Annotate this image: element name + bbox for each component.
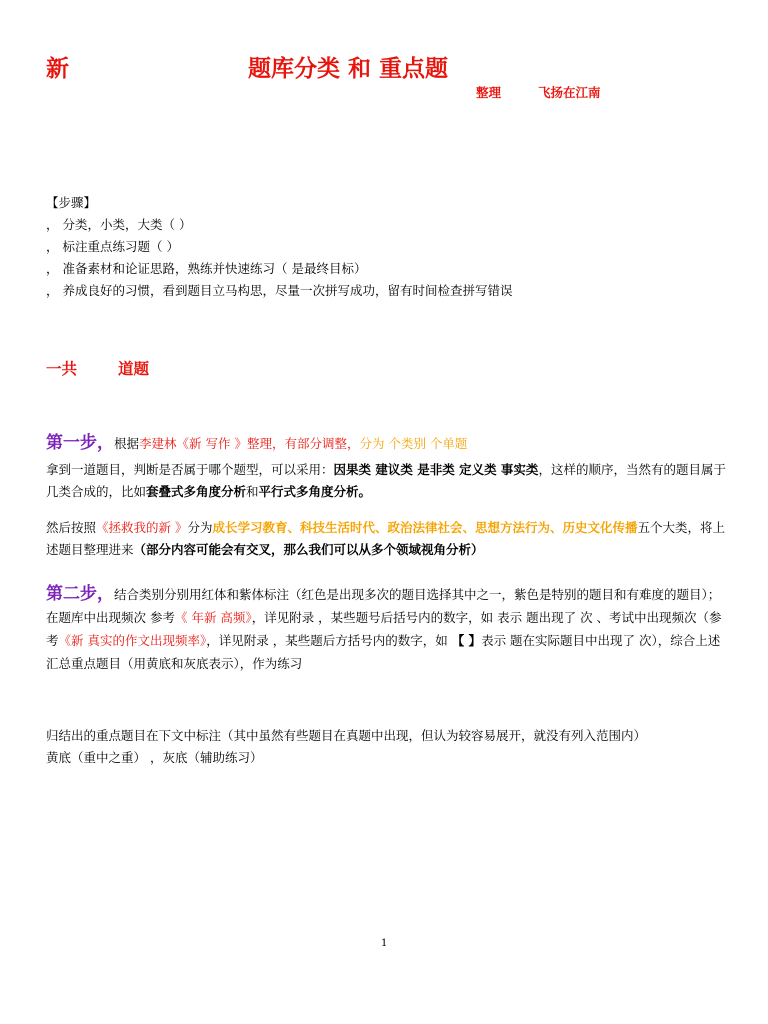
steps-item: ， 养成良好的习惯，看到题目立马构思，尽量一次拼写成功，留有时间检查拼写错误 (46, 283, 513, 298)
step1-text: 整理，有部分调整， (246, 436, 360, 451)
step1-note: （部分内容可能会有交叉，那么我们可以从多个领域视角分析） (133, 542, 484, 557)
summary-legend: 黄底（重中之重） ，灰底（辅助练习） (46, 750, 263, 765)
step1-p3-text: 分为 (187, 520, 213, 535)
step1-paragraph (46, 459, 726, 503)
steps-item: ， 标注重点练习题（ ） (46, 239, 179, 254)
steps-list (46, 192, 726, 302)
steps-item: ， 准备素材和论证思路，熟练并快速练习（ 是最终目标） (46, 261, 367, 276)
step1-intro (46, 430, 726, 457)
step1-nested-analysis: 套叠式多角度分析 (146, 484, 247, 499)
title-prefix: 新 (46, 56, 69, 82)
step1-parallel-analysis: 平行式多角度分析。 (258, 484, 372, 499)
step2-text: 结合类别分别用红体和紫体标注（红色是出现多次的题目选择其中之一，紫色是特别的题目和有难度的题目）；在题库中出现频次 参考 (46, 587, 721, 625)
page-number: 1 (381, 938, 388, 949)
total-count-label: 道题 (118, 360, 150, 378)
step2-bracket: 【 】 (451, 633, 482, 648)
step2-text: 表示 题在实际题目中出现了 次），综合上述汇总重点题目（用黄底和灰底表示），作为练习 (46, 633, 721, 671)
steps-item: ， 分类，小类，大类（ ） (46, 217, 192, 232)
step2-ref-freq: 《新 真实的作文出现频率》 (58, 633, 207, 648)
total-label: 一共 (46, 360, 78, 378)
step1-book: 《拯救我的新 》 (96, 520, 188, 535)
step2-heading: 第二步， (46, 584, 114, 604)
step2-text: ，详见附录 ，某些题号后括号内的数字，如 表示 题出现了 次 、考试中出现频次（参考 (46, 610, 722, 648)
summary-line: 归结出的重点题目在下文中标注（其中虽然有些题目在真题中出现，但认为较容易展开，就没有列入范围内） (46, 728, 647, 743)
subtitle-label: 整理 (476, 85, 502, 100)
step1-p3-text: 五个大类，将上述题目整理进来 (46, 520, 726, 557)
step1-counts: 分为 个类别 个单题 (359, 436, 468, 451)
step1-categories: 因果类 建议类 是非类 定义类 事实类 (333, 462, 539, 477)
summary (46, 725, 726, 769)
page-title: 题库分类 和 重点题 (248, 56, 449, 82)
step1-heading: 第一步， (46, 433, 114, 453)
step2-paragraph (46, 583, 726, 675)
step1-p3-text: 然后按照 (46, 520, 97, 535)
step1-p2-text: ，这样的顺序，当然有的题目属于几类合成的，比如 (46, 462, 726, 499)
step2-text: ，详见附录 ，某些题后方括号内的数字，如 (206, 633, 452, 648)
step1-categories-list: 成长学习教育、科技生活时代、政治法律社会、思想方法行为、历史文化传播 (212, 520, 638, 535)
step1-paragraph (46, 517, 726, 561)
step1-source: 李建林《新 写作 》 (139, 436, 247, 451)
step1-text: 根据 (114, 436, 140, 451)
step1-p2-text: 拿到一道题目，判断是否属于哪个题型，可以采用： (46, 462, 334, 477)
step2-ref-hot: 《 年新 高频》 (174, 610, 252, 625)
author-name: 飞扬在江南 (538, 85, 601, 100)
steps-label: 【步骤】 (46, 195, 97, 210)
step1-p2-text: 和 (246, 484, 259, 499)
